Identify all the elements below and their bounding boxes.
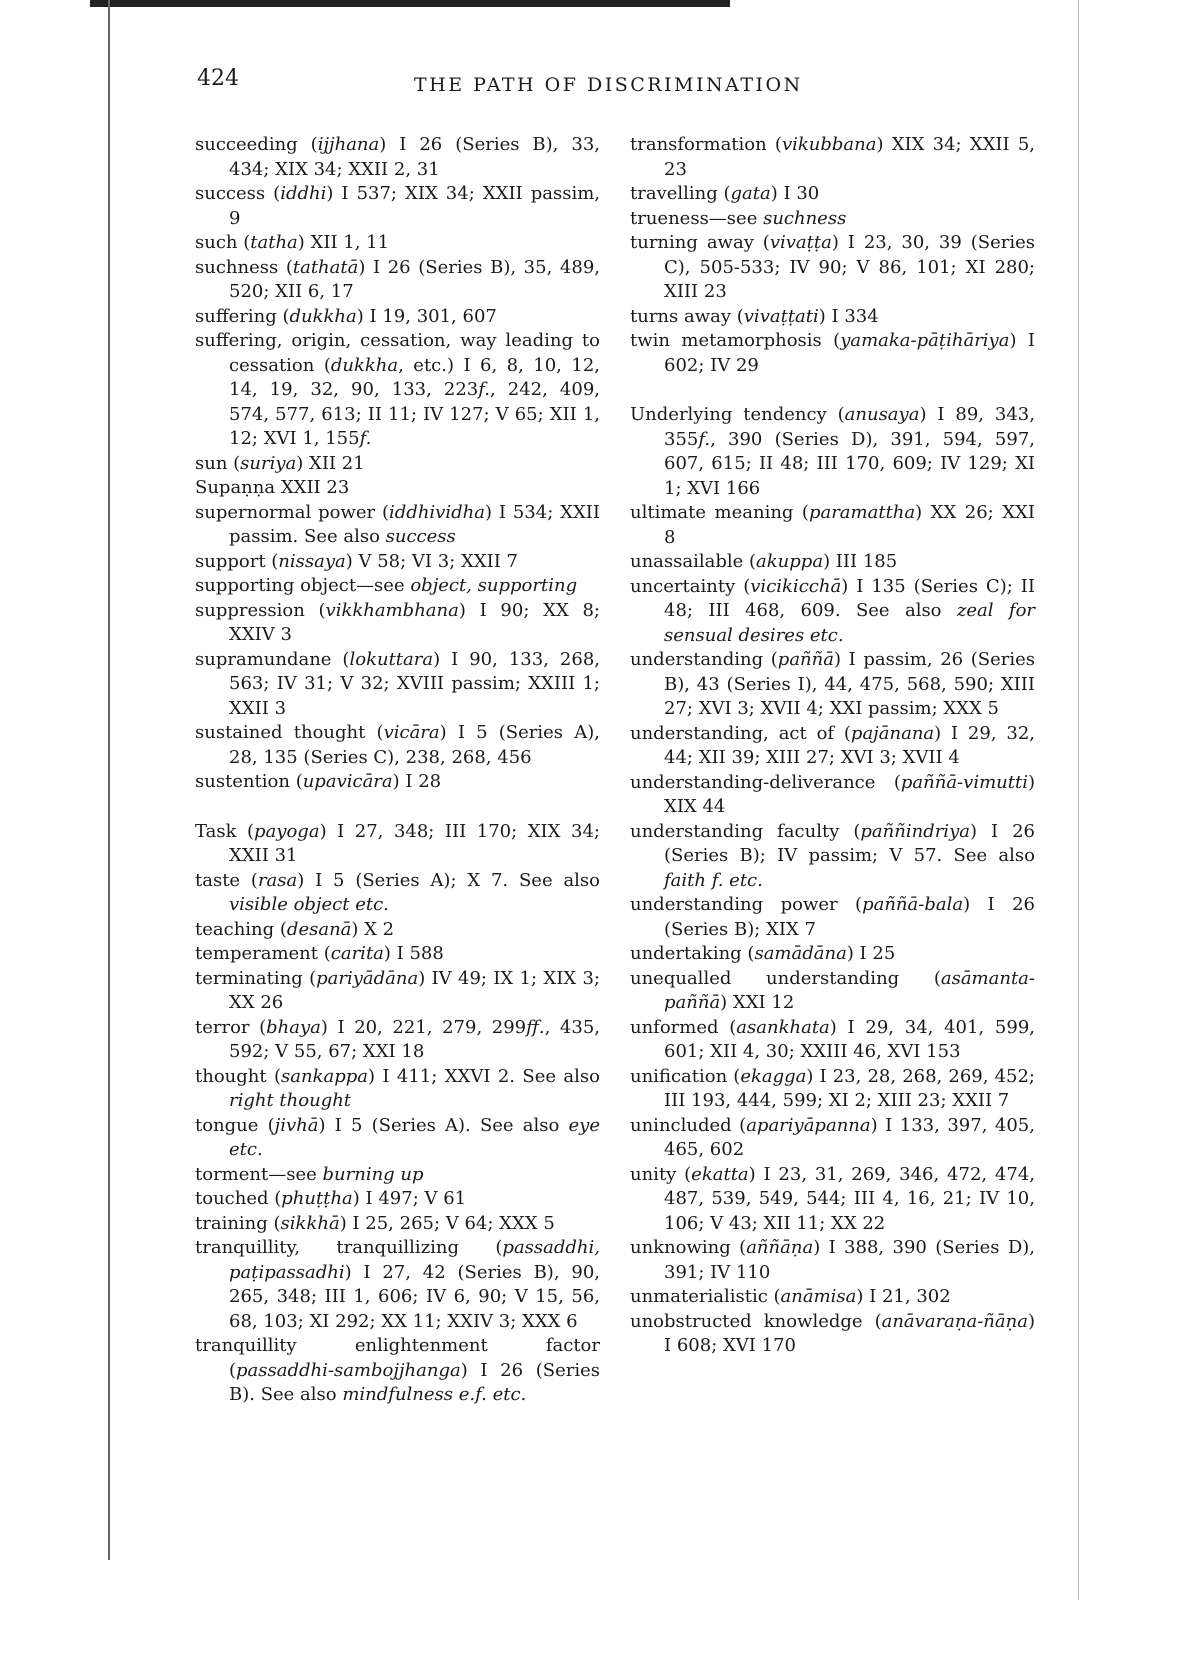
index-term-italic: ijjhana <box>317 134 380 155</box>
index-entry <box>630 722 1035 771</box>
index-term-italic: iddhi <box>280 183 327 204</box>
index-text: ) IV 49; IX 1; XIX 3; XX 26 <box>229 967 600 1013</box>
index-term-italic: jivhā <box>274 1114 319 1136</box>
index-term-italic: dukkha <box>330 354 399 376</box>
index-term-italic: vikkhambhana <box>325 599 459 621</box>
index-term-italic: ff. <box>526 1016 545 1038</box>
index-entry <box>630 942 1035 967</box>
index-entry <box>195 1334 600 1408</box>
index-text: ) V 58; VI 3; XXII 7 <box>345 550 519 572</box>
index-text: ) I 537; XIX 34; XXII passim, 9 <box>229 183 600 229</box>
index-text: Underlying tendency ( <box>630 404 845 425</box>
index-term-italic: sankappa <box>281 1065 368 1087</box>
index-term-italic: vicāra <box>383 722 440 743</box>
index-text: , 390 (Series D), 391, 594, 597, 607, 615; II 48; III 170, 609; IV 129; XI 1; XVI 166 <box>664 428 1035 499</box>
index-term-italic: carita <box>330 943 384 964</box>
index-entry <box>630 575 1035 649</box>
index-term-italic: phuṭṭha <box>281 1188 353 1209</box>
index-term-italic: suriya <box>240 452 297 474</box>
index-entry <box>630 329 1035 378</box>
index-term-italic: pariyādāna <box>316 967 419 989</box>
index-term-italic: sikkhā <box>280 1212 340 1234</box>
index-text: ) I 90, 133, 268, 563; IV 31; V 32; XVIII passim; XXIII 1; XXII 3 <box>229 648 600 719</box>
index-entry <box>630 1285 1035 1310</box>
index-text: succeeding ( <box>195 134 318 155</box>
index-text: ) I 27, 42 (Series B), 90, 265, 348; III 1, 606; IV 6, 90; V 15, 56, 68, 103; XI 292; XX 11; XXIV 3; XXX 6 <box>229 1261 600 1332</box>
index-text: touched ( <box>195 1188 282 1209</box>
index-text: ) I 90; XX 8; XXIV 3 <box>229 599 600 645</box>
index-term-italic: rasa <box>257 869 298 891</box>
index-text: training ( <box>195 1212 281 1234</box>
index-text: taste ( <box>195 869 258 891</box>
index-entry <box>630 820 1035 894</box>
index-term-italic: passaddhi, paṭipassadhi <box>229 1237 600 1283</box>
index-text: supporting object—see <box>195 575 411 596</box>
index-text: unincluded ( <box>630 1114 747 1136</box>
index-text: uncertainty ( <box>630 575 751 597</box>
index-term-italic: object, supporting <box>410 575 578 596</box>
index-text: terror ( <box>195 1016 267 1038</box>
index-text: tranquillity, tranquillizing ( <box>195 1237 503 1258</box>
index-text: suffering ( <box>195 305 290 327</box>
index-entry <box>630 207 1035 232</box>
index-entry <box>630 133 1035 182</box>
page-left-edge <box>108 0 110 1560</box>
index-term-italic: anāmisa <box>780 1286 857 1307</box>
index-text: ) I 411; XXVI 2. See also <box>368 1065 600 1087</box>
index-text: supernormal power ( <box>195 501 390 523</box>
index-text: torment—see <box>195 1163 323 1185</box>
index-text: ) I 135 (Series C); II 48; III 468, 609. See also <box>664 575 1036 621</box>
index-text: unification ( <box>630 1065 741 1087</box>
index-entry <box>195 452 600 477</box>
index-term-italic: anāvaraṇa-ñāṇa <box>881 1310 1028 1332</box>
index-entry <box>195 721 600 770</box>
index-text: ) I 23, 30, 39 (Series C), 505-533; IV 90; V 86, 101; XI 280; XIII 23 <box>664 232 1036 302</box>
index-term-italic: f. <box>698 428 711 450</box>
index-text: ) I 602; IV 29 <box>664 330 1036 376</box>
index-text: ) I 588 <box>383 943 444 964</box>
index-text: tongue ( <box>195 1114 275 1136</box>
index-term-italic: anusaya <box>844 404 920 425</box>
index-entry <box>195 967 600 1016</box>
index-term-italic: iddhividha <box>389 501 485 523</box>
index-entry <box>630 1163 1035 1237</box>
index-text: understanding ( <box>630 649 778 670</box>
index-text: ) I 29, 32, 44; XII 39; XIII 27; XVI 3; XVII 4 <box>664 722 1035 768</box>
index-entry <box>195 1212 600 1237</box>
index-text: thought ( <box>195 1065 282 1087</box>
index-term-italic: samādāna <box>754 943 847 964</box>
index-entry <box>195 942 600 967</box>
index-term-italic: gata <box>730 183 771 204</box>
index-text: teaching ( <box>195 918 287 940</box>
index-entry <box>630 1065 1035 1114</box>
index-entry <box>195 1236 600 1334</box>
index-text: understanding, act of ( <box>630 722 851 744</box>
index-text: ) I passim, 26 (Series B), 43 (Series I), 44, 475, 568, 590; XIII 27; XVI 3; XVII 4; XXI passim; XXX 5 <box>664 649 1035 719</box>
index-text: understanding power ( <box>630 894 863 915</box>
index-text: ) I 608; XVI 170 <box>664 1310 1035 1356</box>
index-term-italic: suchness <box>763 207 847 229</box>
index-text: ) I 27, 348; III 170; XIX 34; XXII 31 <box>229 820 600 866</box>
index-term-italic: apariyāpanna <box>746 1114 871 1136</box>
index-term-italic: paññā-bala <box>862 894 964 915</box>
index-entry <box>195 820 600 869</box>
index-text: terminating ( <box>195 967 317 989</box>
index-text: supramundane ( <box>195 648 350 670</box>
index-entry <box>630 1114 1035 1163</box>
index-text: ) I 26 (Series B); IV passim; V 57. See also <box>664 820 1035 866</box>
index-term-italic: pajānana <box>850 722 935 744</box>
index-term-italic: paramattha <box>808 502 916 523</box>
index-entry <box>195 574 600 599</box>
index-entry <box>195 599 600 648</box>
index-entry <box>195 648 600 722</box>
index-term-italic: vicikicchā <box>750 575 842 597</box>
index-text: ) I 26 (Series B). See also <box>229 1359 600 1405</box>
index-text: transformation ( <box>630 134 782 155</box>
index-text: temperament ( <box>195 943 331 964</box>
index-term-italic: right thought <box>229 1090 352 1111</box>
index-term-italic: ekatta <box>691 1163 749 1185</box>
index-entry <box>195 501 600 550</box>
index-text: understanding faculty ( <box>630 820 861 842</box>
index-entry <box>195 1016 600 1065</box>
index-text: ) XXI 12 <box>720 992 795 1013</box>
index-text: tranquillity enlightenment factor ( <box>195 1335 600 1381</box>
index-text: ) I 388, 390 (Series D), 391; IV 110 <box>664 1237 1036 1283</box>
index-entry <box>630 771 1035 820</box>
index-column-right <box>630 133 1035 1359</box>
index-term-italic: bhaya <box>266 1016 321 1038</box>
index-term-italic: tatha <box>250 232 298 253</box>
index-text: unknowing ( <box>630 1237 747 1258</box>
index-term-italic: dukkha <box>289 305 357 327</box>
index-text: ) X 2 <box>351 918 395 940</box>
index-text: , 435, 592; V 55, 67; XXI 18 <box>229 1016 600 1062</box>
index-text: ) I 89, 343, 355 <box>664 404 1035 450</box>
index-term-italic: nissaya <box>278 550 346 572</box>
index-text: ) I 5 (Series A). See also <box>318 1114 569 1136</box>
index-term-italic: paññā <box>777 649 834 670</box>
index-term-italic: ekagga <box>740 1065 807 1087</box>
index-term-italic: success <box>385 526 456 547</box>
index-text: ) I 21, 302 <box>856 1286 951 1307</box>
scan-top-edge <box>90 0 730 7</box>
index-entry <box>630 305 1035 330</box>
index-entry <box>195 231 600 256</box>
index-text: twin metamorphosis ( <box>630 330 841 351</box>
index-text: ) I 334 <box>818 305 879 327</box>
index-entry <box>195 476 600 501</box>
index-entry <box>630 501 1035 550</box>
index-text: ) III 185 <box>823 551 898 572</box>
index-entry <box>195 305 600 330</box>
index-term-italic: akuppa <box>756 551 824 572</box>
index-text: ) I 534; XXII passim. See also <box>229 501 600 547</box>
index-text: ultimate meaning ( <box>630 502 809 523</box>
index-entry <box>630 182 1035 207</box>
index-text: ) I 29, 34, 401, 599, 601; XII 4, 30; XXIII 46, XVI 153 <box>664 1016 1035 1062</box>
index-text: unequalled understanding ( <box>630 967 941 989</box>
index-term-italic: vivaṭṭati <box>743 305 819 327</box>
index-text: suppression ( <box>195 599 326 621</box>
index-text: ) I 26 (Series B), 35, 489, 520; XII 6, 17 <box>229 256 600 302</box>
index-entry <box>630 648 1035 722</box>
index-text: such ( <box>195 232 251 253</box>
index-term-italic: asāmanta-paññā <box>664 967 1035 1013</box>
index-entry <box>195 770 600 795</box>
index-term-italic: eye etc. <box>229 1114 600 1160</box>
index-text: suffering, origin, cessation, way leading to cessation ( <box>195 330 600 376</box>
index-text: unity ( <box>630 1163 692 1185</box>
index-text: support ( <box>195 550 279 572</box>
index-term-italic: yamaka-pāṭihāriya <box>840 330 1010 351</box>
index-text: sustention ( <box>195 771 303 792</box>
index-text: understanding-deliverance ( <box>630 771 901 793</box>
index-entry <box>630 893 1035 942</box>
index-entry <box>630 1016 1035 1065</box>
index-entry <box>195 256 600 305</box>
index-term-italic: paññā-vimutti <box>900 771 1028 793</box>
index-text: turning away ( <box>630 232 770 253</box>
index-entry <box>630 231 1035 305</box>
index-text: ) XII 21 <box>296 452 365 474</box>
running-title: THE PATH OF DISCRIMINATION <box>414 74 803 96</box>
index-entry <box>195 1114 600 1163</box>
index-entry <box>195 869 600 918</box>
index-term-italic: zeal for sensual desires etc. <box>664 600 1036 646</box>
index-text: ) I 19, 301, 607 <box>356 305 497 327</box>
index-text: Task ( <box>195 820 255 842</box>
index-term-italic: vikubbana <box>781 134 877 155</box>
index-term-italic: mindfulness e.f. etc. <box>342 1384 527 1405</box>
index-text: suchness ( <box>195 256 293 278</box>
index-entry <box>195 329 600 452</box>
index-term-italic: faith f. etc. <box>664 869 763 891</box>
index-entry <box>195 550 600 575</box>
index-term-italic: desanā <box>286 918 352 940</box>
index-text: ) I 20, 221, 279, 299 <box>320 1016 527 1038</box>
index-term-italic: f. <box>359 428 372 449</box>
index-text: ) I 30 <box>770 183 820 204</box>
index-text: ) I 497; V 61 <box>352 1188 467 1209</box>
index-term-italic: burning up <box>322 1163 424 1185</box>
index-text: turns away ( <box>630 305 744 327</box>
index-text: trueness—see <box>630 207 764 229</box>
index-term-italic: aññāṇa <box>746 1237 814 1258</box>
index-text: ) I 23, 31, 269, 346, 472, 474, 487, 539, 549, 544; III 4, 16, 21; IV 10, 106; V 43; XII 11; XX 22 <box>664 1163 1035 1234</box>
index-term-italic: asankhata <box>736 1016 830 1038</box>
index-text: unmaterialistic ( <box>630 1286 781 1307</box>
index-entry <box>195 1187 600 1212</box>
index-text: sun ( <box>195 452 241 474</box>
index-text: ) XII 1, 11 <box>297 232 390 253</box>
index-entry <box>195 182 600 231</box>
index-text: ) XIX 34; XXII 5, 23 <box>664 134 1036 180</box>
index-term-italic: payoga <box>254 820 320 842</box>
index-term-italic: upavicāra <box>302 771 393 792</box>
index-column-left <box>195 133 600 1408</box>
index-text: ) I 26 (Series B); XIX 7 <box>664 894 1035 940</box>
index-entry <box>630 1236 1035 1285</box>
index-entry <box>630 1310 1035 1359</box>
index-entry <box>630 550 1035 575</box>
index-text: sustained thought ( <box>195 722 384 743</box>
index-entry <box>630 403 1035 501</box>
index-text: ) I 133, 397, 405, 465, 602 <box>664 1114 1035 1160</box>
index-term-italic: tathatā <box>292 256 359 278</box>
index-text: ) XX 26; XXI 8 <box>664 502 1035 548</box>
index-text: unobstructed knowledge ( <box>630 1310 882 1332</box>
index-text: , etc.) I 6, 8, 10, 12, 14, 19, 32, 90, 133, 223 <box>229 354 600 400</box>
index-text: ) I 5 (Series A); X 7. See also <box>297 869 601 891</box>
index-text: ) I 25 <box>846 943 896 964</box>
index-text: ) I 25, 265; V 64; XXX 5 <box>339 1212 555 1234</box>
index-text: ) I 23, 28, 268, 269, 452; III 193, 444, 599; XI 2; XIII 23; XXII 7 <box>664 1065 1035 1111</box>
index-text: ) XIX 44 <box>664 771 1035 817</box>
index-entry <box>195 133 600 182</box>
index-text: ) I 5 (Series A), 28, 135 (Series C), 238, 268, 456 <box>229 722 600 768</box>
index-entry <box>195 918 600 943</box>
index-text: ) I 26 (Series B), 33, 434; XIX 34; XXII 2, 31 <box>229 134 601 180</box>
page-right-edge <box>1078 0 1079 1600</box>
page-number: 424 <box>197 66 239 91</box>
index-entry <box>195 1065 600 1114</box>
index-text: success ( <box>195 183 281 204</box>
index-text: travelling ( <box>630 183 731 204</box>
index-text: undertaking ( <box>630 943 755 964</box>
index-term-italic: f. <box>478 379 490 400</box>
index-text: unformed ( <box>630 1016 737 1038</box>
index-text: unassailable ( <box>630 551 757 572</box>
index-term-italic: lokuttara <box>349 648 434 670</box>
index-entry <box>195 1163 600 1188</box>
index-term-italic: passaddhi-sambojjhanga <box>236 1359 461 1381</box>
index-text: Supaṇṇa XXII 23 <box>195 477 350 498</box>
index-term-italic: paññindriya <box>860 820 970 842</box>
index-text: ) I 28 <box>392 771 442 792</box>
index-term-italic: visible object etc. <box>229 894 389 915</box>
index-term-italic: vivaṭṭa <box>769 232 832 253</box>
index-text: , 242, 409, 574, 577, 613; II 11; IV 127; V 65; XII 1, 12; XVI 1, 155 <box>229 379 600 449</box>
index-entry <box>630 967 1035 1016</box>
